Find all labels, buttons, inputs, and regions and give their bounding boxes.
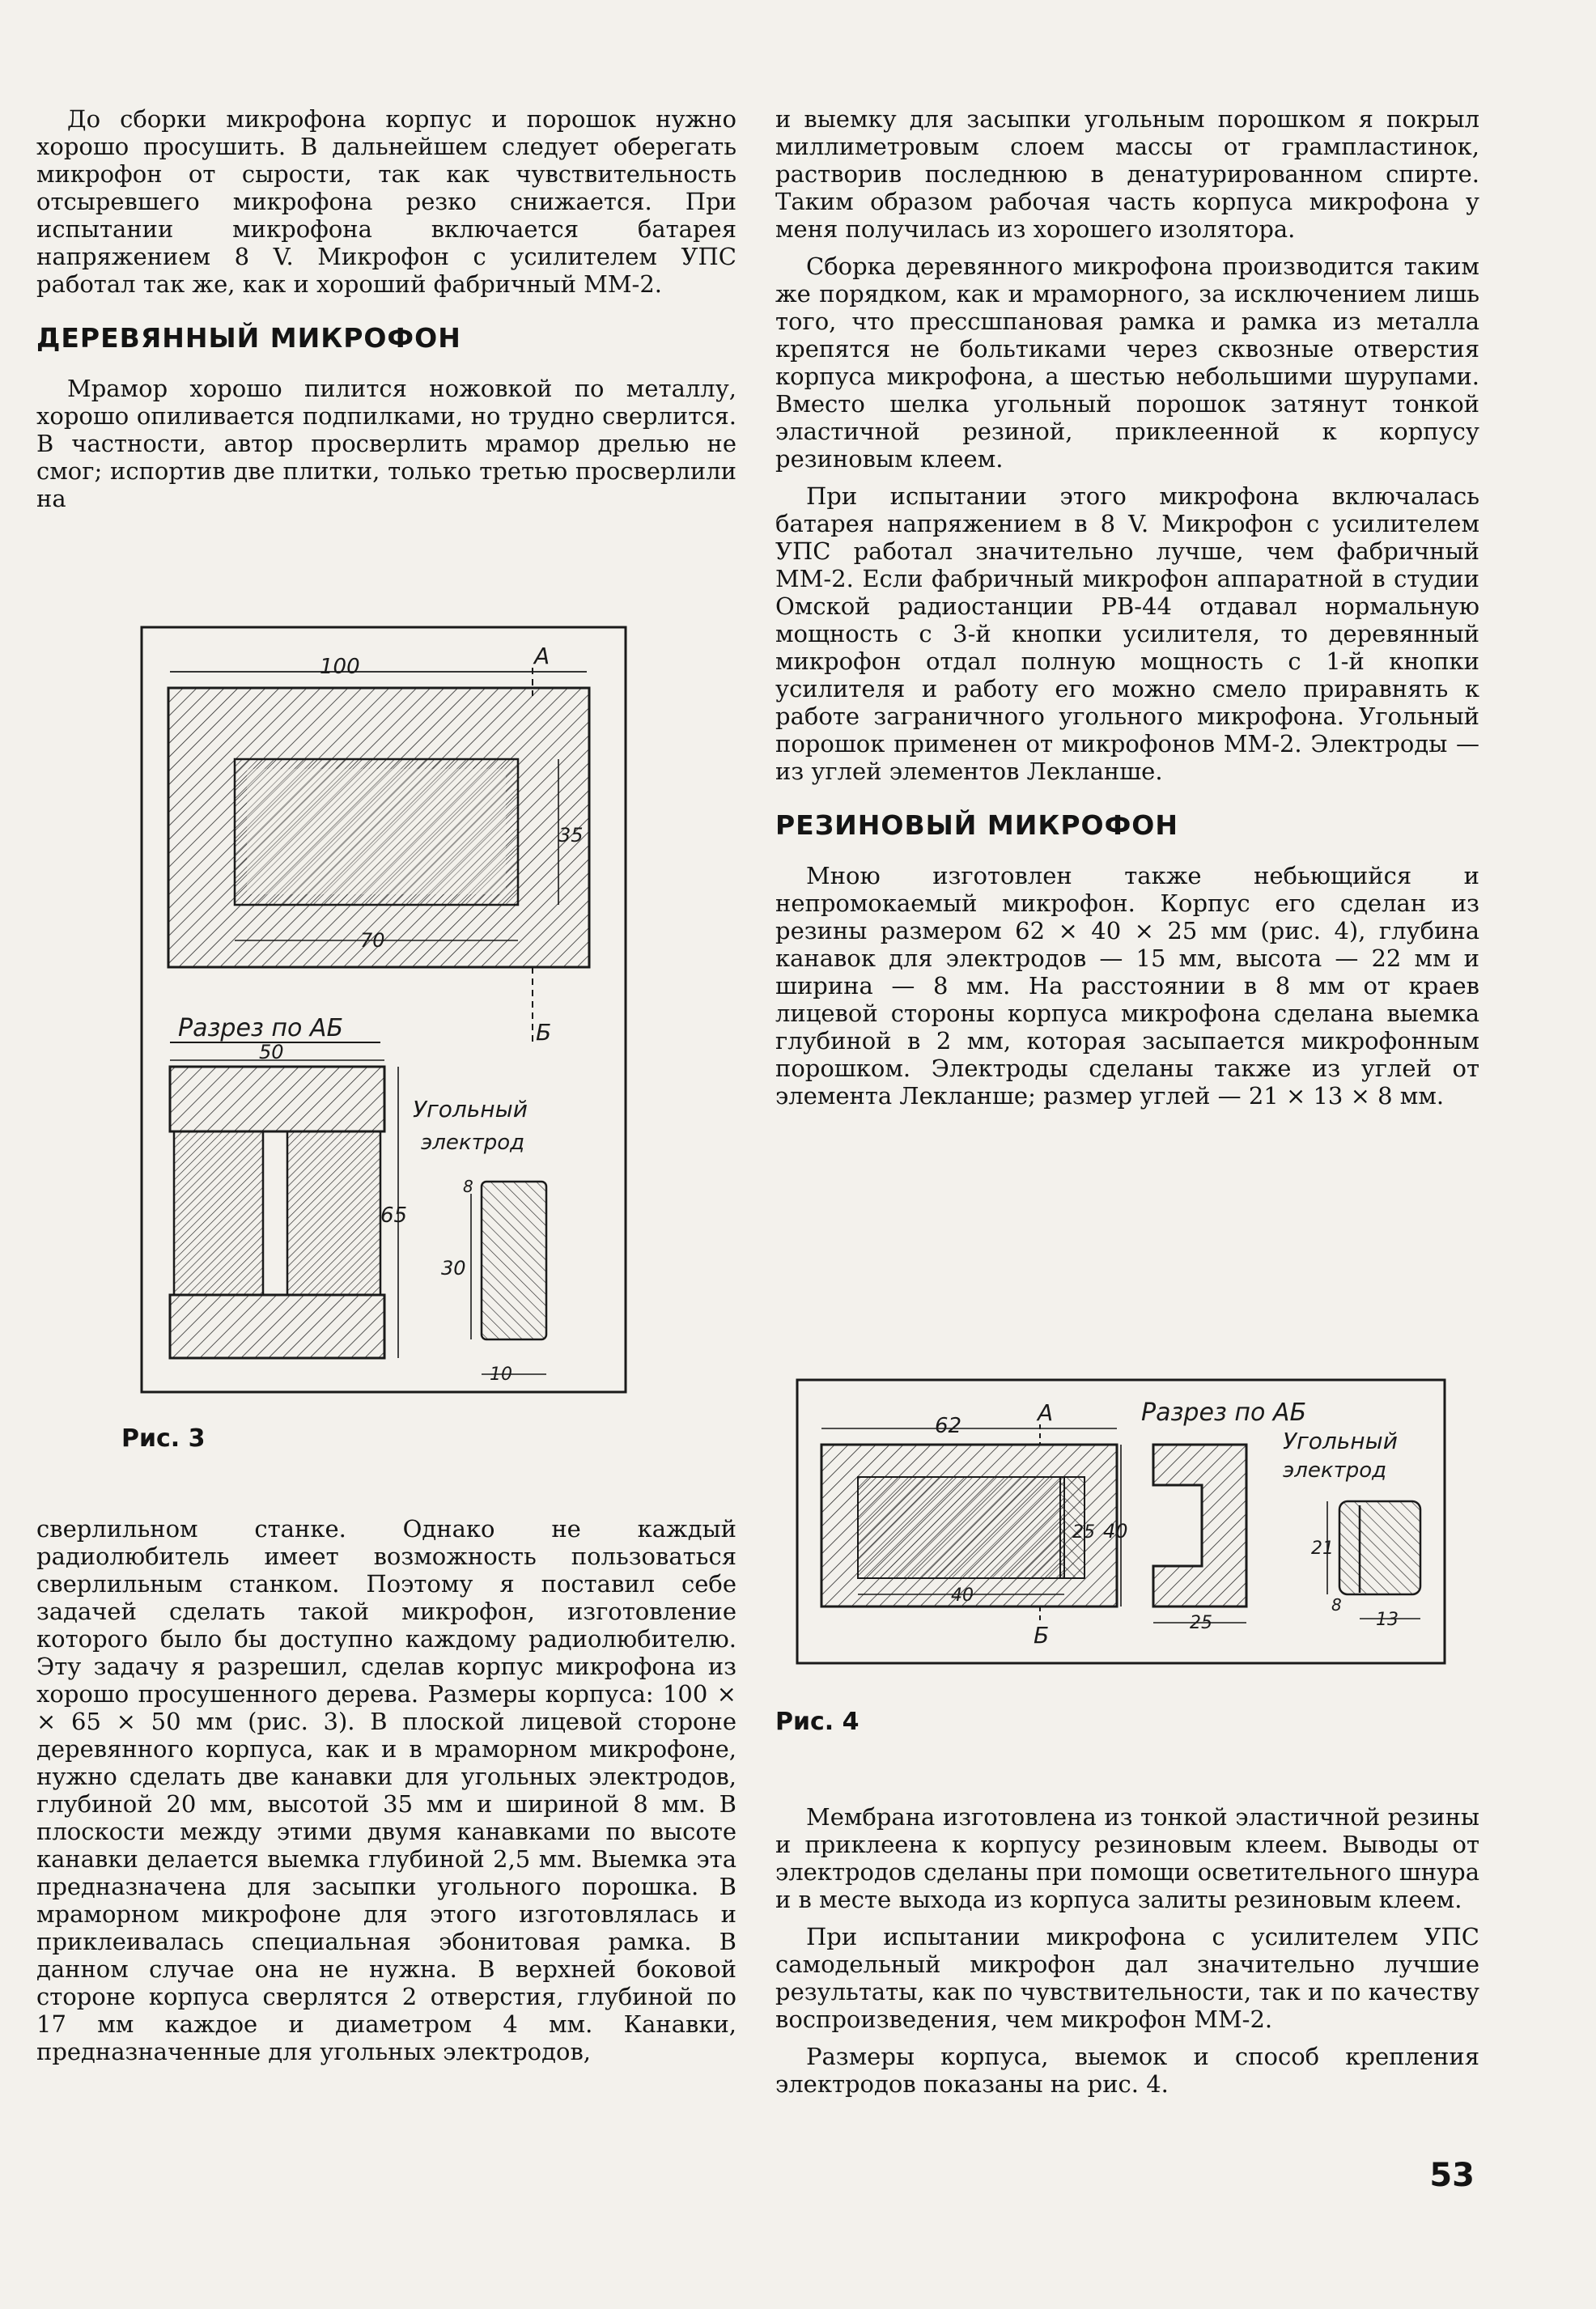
fig4-dim-25: 25 bbox=[1072, 1522, 1095, 1543]
fig4-dim-40: 40 bbox=[1103, 1520, 1128, 1543]
fig3-electrode-label-2: электрод bbox=[421, 1131, 525, 1155]
left-column-lower bbox=[36, 1515, 736, 2075]
right-paragraph-1: и выемку для засыпки угольным порошком я покрыл миллиметровым слоем массы от грампластинок, растворив последнюю в денатурированном спирте. Таким образом рабочая часть корпуса микрофона у меня получилась из хорошего изолятора. bbox=[775, 105, 1479, 243]
fig4-dim-8: 8 bbox=[1331, 1595, 1342, 1615]
figure-4 bbox=[793, 1376, 1453, 1674]
left-paragraph-1: До сборки микрофона корпус и порошок нужно хорошо просушить. В дальнейшем следует оберегать микрофон от сырости, так как чувствительность отсыревшего микрофона резко снижается. При испытании микрофона включается батарея напряжением 8 V. Микрофон с усилителем УПС работал так же, как и хороший фабричный ММ-2. bbox=[36, 105, 736, 298]
right-paragraph-6: При испытании микрофона с усилителем УПС самодельный микрофон дал значительно лучшие результаты, как по чувствительности, так и по качеству воспроизведения, чем микрофон ММ-2. bbox=[775, 1923, 1479, 2033]
figure-4-drawing bbox=[793, 1376, 1453, 1671]
fig3-caption-text: Рис. 3 bbox=[121, 1424, 206, 1453]
fig3-dim-100: 100 bbox=[320, 655, 360, 679]
left-column bbox=[36, 105, 736, 522]
fig4-dim-25b: 25 bbox=[1190, 1613, 1212, 1633]
right-column bbox=[775, 105, 1479, 1119]
fig3-label-b: Б bbox=[536, 1019, 552, 1046]
fig4-electrode-label-1: Угольный bbox=[1283, 1428, 1398, 1454]
heading-rubber-microphone: РЕЗИНОВЫЙ МИКРОФОН bbox=[775, 809, 1178, 841]
fig3-dim-65: 65 bbox=[380, 1203, 408, 1228]
fig4-label-a: А bbox=[1038, 1399, 1054, 1426]
left-paragraph-2: Мрамор хорошо пилится ножовкой по металлу, хорошо опиливается подпилками, но трудно сверлится. В частности, автор просверлить мрамор дрелью не смог; испортив две плитки, только третью просверлили на bbox=[36, 375, 736, 512]
fig3-dim-30: 30 bbox=[441, 1257, 466, 1280]
fig4-caption-text: Рис. 4 bbox=[775, 1708, 860, 1736]
right-paragraph-3: При испытании этого микрофона включалась батарея напряжением в 8 V. Микрофон с усилителем УПС работал значительно лучше, чем фабричный ММ-2. Если фабричный микрофон аппаратной в студии Омской радиостанции РВ-44 отдавал нормальную мощность с 3-й кнопки усилителя, то деревянный микрофон отдал полную мощность с 1-й кнопки усилителя и работу его можно смело приравнять к работе заграничного угольного микрофона. Угольный порошок применен от микрофонов ММ-2. Электроды — из углей элементов Лекланше. bbox=[775, 482, 1479, 785]
fig3-label-a: А bbox=[534, 643, 550, 669]
fig4-section-title: Разрез по АБ bbox=[1141, 1399, 1307, 1427]
figure-4-caption bbox=[775, 1708, 860, 1736]
fig4-electrode-label-2: электрод bbox=[1283, 1458, 1387, 1483]
fig4-dim-62: 62 bbox=[935, 1414, 962, 1438]
right-paragraph-2: Сборка деревянного микрофона производится таким же порядком, как и мраморного, за исключением лишь того, что прессшпановая рамка и рамка из металла крепятся не больтиками через сквозные отверстия корпуса микрофона, а шестью небольшими шурупами. Вместо шелка угольный порошок затянут тонкой эластичной резиной, приклеенной к корпусу резиновым клеем. bbox=[775, 253, 1479, 473]
page-number: 53 bbox=[1429, 2157, 1475, 2194]
heading-wooden-microphone: ДЕРЕВЯННЫЙ МИКРОФОН bbox=[36, 322, 461, 354]
fig3-dim-10: 10 bbox=[490, 1365, 512, 1385]
fig3-dim-35: 35 bbox=[558, 824, 584, 847]
right-paragraph-7: Размеры корпуса, выемок и способ крепления электродов показаны на рис. 4. bbox=[775, 2043, 1479, 2098]
fig3-electrode-label-1: Угольный bbox=[413, 1096, 528, 1123]
fig4-dim-13: 13 bbox=[1376, 1610, 1399, 1630]
fig3-dim-8: 8 bbox=[463, 1177, 473, 1196]
right-paragraph-4: Мною изготовлен также небьющийся и непромокаемый микрофон. Корпус его сделан из резины размером 62 × 40 × 25 мм (рис. 4), глубина канавок для электродов — 15 мм, высота — 22 мм и ширина — 8 мм. На расстоянии в 8 мм от краев лицевой стороны корпуса микрофона сделана выемка глубиной в 2 мм, которая засыпается микрофонным порошком. Электроды сделаны также из углей от элемента Лекланше; размер углей — 21 × 13 × 8 мм. bbox=[775, 862, 1479, 1110]
fig3-dim-50: 50 bbox=[259, 1041, 284, 1063]
figure-3 bbox=[138, 623, 631, 1403]
figure-3-drawing bbox=[138, 623, 631, 1400]
figure-3-caption bbox=[121, 1424, 206, 1453]
fig4-dim-21: 21 bbox=[1311, 1539, 1334, 1559]
fig4-dim-40b: 40 bbox=[951, 1585, 974, 1606]
right-column-lower bbox=[775, 1803, 1479, 2107]
fig3-dim-70: 70 bbox=[360, 929, 385, 952]
fig3-section-title: Разрез по АБ bbox=[178, 1014, 344, 1042]
left-paragraph-3: сверлильном станке. Однако не каждый радиолюбитель имеет возможность пользоваться сверлильным станком. Поэтому я поставил себе задачей сделать такой микрофон, изготовление которого было бы доступно каждому радиолюбителю. Эту задачу я разрешил, сделав корпус микрофона из хорошо просушенного дерева. Размеры корпуса: 100 × × 65 × 50 мм (рис. 3). В плоской лицевой стороне деревянного корпуса, как и в мраморном микрофоне, нужно сделать две канавки для угольных электродов, глубиной 20 мм, высотой 35 мм и шириной 8 мм. В плоскости между этими двумя канавками по высоте канавки делается выемка глубиной 2,5 мм. Выемка эта предназначена для засыпки угольного порошка. В мраморном микрофоне для этого изготовлялась и приклеивалась специальная эбонитовая рамка. В данном случае она не нужна. В верхней боковой стороне корпуса сверлятся 2 отверстия, глубиной по 17 мм каждое и диаметром 4 мм. Канавки, предназначенные для угольных электродов, bbox=[36, 1515, 736, 2065]
right-paragraph-5: Мембрана изготовлена из тонкой эластичной резины и приклеена к корпусу резиновым клеем. Выводы от электродов сделаны при помощи осветительного шнура и в месте выхода из корпуса залиты резиновым клеем. bbox=[775, 1803, 1479, 1913]
fig4-label-b: Б bbox=[1034, 1622, 1050, 1649]
